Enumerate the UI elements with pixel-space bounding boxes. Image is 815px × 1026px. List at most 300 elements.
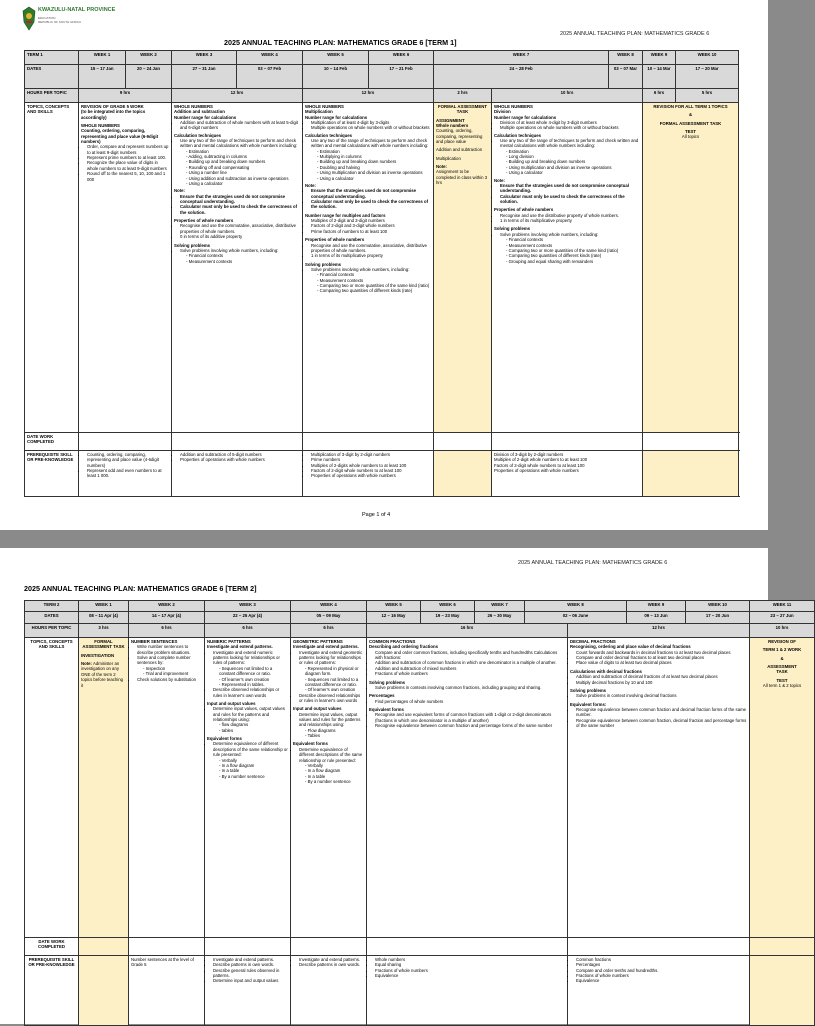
list-item: • Investigate and extend patterns.	[299, 957, 364, 962]
list-item: • Recognise and use equivalent forms of common fractions with 1-digit or 2-digit denominators (fractions in which one denominator is a multiple of another)	[375, 712, 565, 723]
date-cell: 27 – 31 Jan	[172, 64, 237, 88]
week-header: WEEK 5	[367, 601, 421, 612]
topic-formal-assessment	[434, 102, 492, 432]
list-item: - Doubling and halving	[317, 165, 431, 170]
date-done-cell[interactable]	[172, 432, 303, 450]
date-cell: 10 – 14 Mar	[643, 64, 676, 88]
list-item: - Comparing two quantities of different kinds (rate)	[506, 253, 640, 258]
list-item: - Represented in physical or diagram form.	[305, 666, 364, 677]
list-item: • Describe general rules observed in patterns.	[213, 968, 288, 979]
row-label-topics: TOPICS, CONCEPTS AND SKILLS	[25, 638, 79, 938]
week-header: WEEK 10	[676, 51, 739, 65]
list-item: • Equivalence	[576, 978, 747, 983]
date-cell: 17 – 21 Feb	[369, 64, 434, 88]
prereq-cell	[434, 450, 492, 496]
list-item: - Using multiplication and division as inverse operations	[506, 165, 640, 170]
week-header: WEEK 9	[643, 51, 676, 65]
list-item: • Fractions of whole numbers	[576, 973, 747, 978]
province-name: KWAZULU-NATAL PROVINCE	[38, 7, 116, 13]
section-heading: Solving problems	[305, 261, 342, 267]
list-item: - Of learner's own creation	[219, 677, 288, 682]
date-cell: 22 – 25 Apr (4)	[205, 612, 291, 624]
section-heading: Number range for multiples and factors	[305, 212, 386, 218]
list-item: - Trial and improvement	[143, 671, 202, 676]
hours-cell: 9 hrs	[79, 89, 172, 103]
list-item: • Percentages	[576, 962, 747, 967]
list-item: • Whole numbers	[375, 957, 565, 962]
text-line: &	[780, 655, 784, 661]
date-cell: 17 – 20 Jun	[686, 612, 750, 624]
list-item: • Common fractions	[576, 957, 747, 962]
topic-sub: Investigate and extend patterns.	[207, 644, 273, 650]
row-label-hours: HOURS PER TOPIC	[25, 624, 79, 638]
topic-decimal-fractions	[568, 638, 750, 938]
list-item: • Equivalence	[375, 973, 565, 978]
date-cell: 17 – 20 Mar	[676, 64, 739, 88]
section-heading: Percentages	[369, 693, 395, 699]
date-cell: 19 – 23 May	[421, 612, 475, 624]
section-heading: Equivalent forms	[207, 736, 242, 742]
list-item: • Compare and order tenths and hundredths.	[576, 968, 747, 973]
hours-cell: 6 hrs	[129, 624, 205, 638]
list-item: • Use any two of the range of techniques to perform and check written and mental calculations with whole numbers including:	[180, 138, 300, 149]
topic-title: WHOLE NUMBERS	[494, 103, 533, 109]
hours-cell: 6 hrs	[291, 624, 367, 638]
section-heading: Number range for calculations	[174, 114, 237, 120]
note-label: Note:	[174, 188, 185, 194]
list-item: • Describe patterns in own words.	[299, 962, 364, 967]
date-cell: 20 – 24 Jan	[126, 64, 172, 88]
running-title: 2025 ANNUAL TEACHING PLAN: MATHEMATICS GRADE 6	[518, 560, 668, 566]
list-item: • Division of at least whole 4-digit by 3-digit numbers	[500, 120, 640, 125]
section-heading: Properties of whole numbers	[174, 218, 234, 224]
list-item: - Measurement contexts	[506, 243, 640, 248]
text-line: Administer an investigation on any ONE of the term 2 topics before teaching it	[81, 661, 124, 688]
list-item: • Compare and order decimal fractions to at least two decimal places	[576, 655, 747, 660]
date-cell: 09 – 13 Jun	[627, 612, 686, 624]
list-item: - flow diagrams	[219, 722, 288, 727]
date-done-cell[interactable]	[79, 938, 129, 956]
date-cell: 03 – 07 Feb	[237, 64, 303, 88]
list-item: • Determine input and output values	[213, 978, 288, 983]
list-item: - Financial contexts	[186, 253, 300, 258]
row-label-term: TERM 1	[25, 51, 79, 65]
section-heading: Equivalent forms	[369, 706, 404, 712]
list-item: • Multiply decimal fractions by 10 and 100	[576, 680, 747, 685]
week-header: WEEK 9	[627, 601, 686, 612]
list-item: - Estimation	[186, 149, 300, 154]
list-item: • Ensure that the strategies used do not compromise conceptual understanding.	[500, 183, 640, 194]
topic-title: NUMBER SENTENCES	[131, 639, 178, 644]
topic-numeric-patterns	[205, 638, 291, 938]
topic-title: NUMERIC PATTERNS	[207, 639, 251, 644]
date-cell: 05 – 09 May	[291, 612, 367, 624]
list-item: • Factors of 2-digit and 3-digit whole numbers	[311, 223, 431, 228]
crest-icon	[22, 6, 36, 32]
week-header: WEEK 2	[129, 601, 205, 612]
topic-sub: Addition and subtraction	[174, 109, 225, 115]
text-line: FORMAL ASSESSMENT TASK	[659, 120, 722, 126]
list-item: - Long division	[506, 154, 640, 159]
text-line: &	[688, 112, 693, 118]
topic-revision-grade5	[79, 102, 172, 432]
list-item: • Recognize the place value of digits in whole numbers to at least 9-digit numbers	[87, 160, 169, 171]
row-label-hours: HOURS PER TOPIC	[25, 89, 79, 103]
list-item: - Building up and breaking down numbers	[506, 159, 640, 164]
date-cell: 02 – 06 June	[525, 612, 627, 624]
list-item: • Check solutions by substitution	[137, 677, 202, 682]
list-item: • Recognise and use the distributive property of whole numbers.	[500, 213, 640, 218]
topic-addition-subtraction	[172, 102, 303, 432]
date-done-cell[interactable]	[291, 938, 367, 956]
term2-plan-table	[24, 600, 815, 1026]
term2-title: 2025 ANNUAL TEACHING PLAN: MATHEMATICS GRADE 6 [TERM 2]	[24, 584, 257, 593]
list-item: - Flow diagrams	[305, 728, 364, 733]
text-line: TERM 1 & 2 WORK	[762, 647, 802, 653]
topic-investigation	[79, 638, 129, 938]
list-item: • Recognise equivalence between common fraction and decimal fraction forms of the same number.	[576, 707, 747, 718]
bullet-list	[81, 144, 169, 182]
page-number: Page 1 of 4	[362, 512, 391, 518]
week-header: WEEK 6	[421, 601, 475, 612]
list-item: - Building up and breaking down numbers	[186, 159, 300, 164]
list-item: - Comparing two or more quantities of the same kind (ratio)	[506, 248, 640, 253]
list-item: • Solve problems in context involving decimal fractions	[576, 693, 747, 698]
list-item: - Estimation	[317, 149, 431, 154]
date-done-cell[interactable]	[367, 938, 568, 956]
date-cell: 24 – 28 Feb	[434, 64, 609, 88]
hours-cell: 12 hrs	[172, 89, 303, 103]
prereq-cell	[568, 956, 750, 1026]
section-heading: Input and output values	[207, 700, 256, 706]
list-item: - Using a calculator	[317, 176, 431, 181]
list-item: • Recognise and use the commutative, associative, distributive properties of whole numbers.	[311, 243, 431, 254]
list-item: - Comparing two or more quantities of the same kind (ratio)	[317, 283, 431, 288]
hours-cell: 2 hrs	[434, 89, 492, 103]
week-header: WEEK 4	[237, 51, 303, 65]
list-item: - Verbally	[219, 758, 288, 763]
list-item: • 0 in terms of its additive property	[180, 234, 300, 239]
hours-cell: 6 hrs	[643, 89, 676, 103]
prereq-cell	[643, 450, 739, 496]
text-line: Properties of operations with whole numbers	[494, 467, 579, 473]
week-header: WEEK 3	[205, 601, 291, 612]
list-item: • 1 in terms of its multiplicative property	[311, 253, 431, 258]
text-line: Addition and subtraction	[436, 147, 483, 153]
list-item: - In a table	[219, 768, 288, 773]
list-item: • Fractions of whole numbers	[375, 968, 565, 973]
page-1	[0, 0, 768, 530]
text-line: TEST	[776, 677, 788, 683]
list-item: - Tables	[305, 733, 364, 738]
list-item: • Write number sentences to describe problem situations.	[137, 644, 202, 655]
list-item: - By a number sentence	[305, 779, 364, 784]
list-item: • Multiplication of at least 4-digit by 3-digits	[311, 120, 431, 125]
section-heading: Calculations with decimal fractions	[570, 668, 642, 674]
list-item: • Addition and subtraction of common fractions in which one denominator is a multiple of another.	[375, 660, 565, 665]
topic-multiplication	[303, 102, 434, 432]
list-item: - Using a calculator	[186, 181, 300, 186]
topic-sub: Recognising, ordering and place value of decimal fractions	[570, 644, 691, 650]
row-label-prereq: PREREQUISITE SKILL OR PRE-KNOWLEDGE	[25, 450, 79, 496]
date-cell: 10 – 14 Feb	[303, 64, 369, 88]
topic-revision-term1-2	[750, 638, 815, 938]
date-cell: 15 – 17 Jan	[79, 64, 126, 88]
text-line: ASSESSMENT	[767, 664, 797, 670]
list-item: • Addition and subtraction of mixed numbers	[375, 666, 565, 671]
topic-number-sentences	[129, 638, 205, 938]
list-item: - Financial contexts	[317, 272, 431, 277]
text-line: Counting, ordering, comparing, representing and place value	[436, 128, 483, 145]
list-item: - Using a calculator	[506, 170, 640, 175]
list-item: • Place value of digits to at least two decimal places	[576, 660, 747, 665]
prereq-cell	[291, 956, 367, 1026]
list-item: - Represented in tables.	[219, 682, 288, 687]
list-item: • Determine input values, output values and rules for the patterns and relationships using:	[299, 712, 364, 728]
text-line: TASK	[776, 669, 788, 675]
text-line: TEST	[685, 128, 696, 134]
topic-title: FORMAL ASSESSMENT TASK	[438, 103, 487, 115]
section-heading: Solving problems	[494, 226, 531, 232]
week-header: WEEK 1	[79, 51, 126, 65]
list-item: • Solve and complete number sentences by:	[137, 655, 202, 666]
prereq-cell	[367, 956, 568, 1026]
date-done-cell[interactable]	[434, 432, 492, 450]
list-item: • Represent prime numbers to at least 100.	[87, 155, 169, 160]
note-label: Note:	[494, 177, 505, 183]
list-item: • Determine input values, output values and rules for the patterns and relationships using:	[213, 706, 288, 722]
topic-note: (to be integrated into the topics accordingly)	[81, 109, 146, 120]
list-item: • Investigate and extend patterns.	[213, 957, 288, 962]
topic-title: WHOLE NUMBERS	[174, 103, 213, 109]
row-label-prereq: PREREQUISITE SKILL OR PRE-KNOWLEDGE	[25, 956, 79, 1026]
list-item: • Recognise equivalence between common fraction, decimal fraction and percentage forms of the same number	[576, 718, 747, 729]
list-item: - Measurement contexts	[317, 278, 431, 283]
list-item: • Describe observed relationships or rules in learner's own words	[299, 693, 364, 704]
list-item: - Sequences not limited to a constant difference or ratio.	[305, 677, 364, 688]
list-item: • Describe observed relationships or rules in learner's own words	[213, 687, 288, 698]
date-cell: 03 – 07 Mar	[609, 64, 643, 88]
week-header: WEEK 2	[126, 51, 172, 65]
date-done-cell[interactable]	[492, 432, 643, 450]
list-item: • Calculator must only be used to check the correctness of the solution.	[311, 199, 431, 210]
week-header: WEEK 4	[291, 601, 367, 612]
text-line: Division of 3-digit by 2-digit numbers	[494, 451, 564, 457]
list-item: • Calculator must only be used to check the correctness of the solution.	[180, 204, 300, 215]
list-item: • Solve problems in contexts involving common fractions, including grouping and sharing.	[375, 685, 565, 690]
page-2	[0, 548, 802, 1024]
note-label: Note:	[436, 164, 447, 170]
running-title: 2025 ANNUAL TEACHING PLAN: MATHEMATICS GRADE 6	[560, 31, 710, 37]
list-item: • Compare and order common fractions, including specifically tenths and hundredths Calculations with fractions:	[375, 650, 565, 661]
week-header: WEEK 3	[172, 51, 237, 65]
topic-sub: WHOLE NUMBERS	[81, 122, 120, 128]
text-line: Assignment to be completed in class within 3 hrs	[436, 169, 488, 186]
list-item: - Financial contexts	[506, 237, 640, 242]
list-item: • Counting, ordering, comparing, representing and place value (4-6digit numbers)	[87, 452, 169, 468]
prereq-cell	[172, 450, 303, 496]
date-done-cell[interactable]	[79, 432, 172, 450]
term1-plan-table	[24, 50, 739, 497]
text-line: Factors of 2-digit whole numbers to at least 100	[494, 462, 585, 468]
week-header: WEEK 11	[750, 601, 815, 612]
section-heading: Properties of whole numbers	[494, 207, 554, 213]
text-line: REVISION OF	[768, 639, 796, 644]
list-item: - Using a number line	[186, 170, 300, 175]
list-item: • Order, compare and represent numbers up to at least 9-digit numbers	[87, 144, 169, 155]
list-item: - In a table	[305, 774, 364, 779]
list-item: • Use any two of the range of techniques to perform and check written and mental calculations with whole numbers including:	[311, 138, 431, 149]
topic-title: REVISION OF GRADE 5 WORK	[81, 103, 144, 109]
row-label-date-done: DATE WORK COMPLETED	[25, 432, 79, 450]
list-item: • Equal sharing	[375, 962, 565, 967]
section-heading: Calculation techniques	[305, 132, 353, 138]
list-item: • Round off to the nearest 5, 10, 100 and 1 000	[87, 171, 169, 182]
list-item: • Recognise equivalence between common fraction and percentage forms of the same number	[375, 723, 565, 728]
list-item: - Adding, subtracting in columns	[186, 154, 300, 159]
row-label-dates: DATES	[25, 64, 79, 88]
section-heading: Equivalent forms:	[570, 701, 607, 707]
date-done-cell[interactable]	[129, 938, 205, 956]
section-heading: Properties of whole numbers	[305, 237, 365, 243]
week-header: WEEK 8	[609, 51, 643, 65]
list-item: • Multiple operations on whole numbers with or without brackets	[311, 125, 431, 130]
list-item: • Ensure that the strategies used do not compromise conceptual understanding.	[180, 194, 300, 205]
week-header: WEEK 10	[686, 601, 750, 612]
section-heading: Number range for calculations	[494, 114, 557, 120]
list-item: - Building up and breaking down numbers	[317, 159, 431, 164]
prereq-cell	[79, 956, 129, 1026]
topic-sub: INVESTIGATION	[81, 652, 115, 658]
list-item: • Solve problems involving whole numbers, including:	[180, 248, 300, 253]
text-line: Whole numbers	[436, 122, 469, 128]
topic-title: GEOMETRIC PATTERNS	[293, 639, 343, 644]
dept-line2: REPUBLIC OF SOUTH AFRICA	[38, 20, 82, 24]
list-item: • Describe patterns in own words.	[213, 962, 288, 967]
topic-geometric-patterns	[291, 638, 367, 938]
list-item: • Properties of operations with whole numbers	[311, 473, 431, 478]
list-item: • Determine equivalence of different descriptions of the same relationship or rule presented:	[299, 747, 364, 763]
list-item: • Addition and subtraction of whole numbers with at least 5-digit and 6-digit numbers	[180, 120, 300, 131]
text-line: All term 1 & 2 topics	[762, 683, 802, 689]
hours-cell: 5 hrs	[676, 89, 739, 103]
note-label: Note:	[81, 661, 92, 667]
topic-title: WHOLE NUMBERS	[305, 103, 344, 109]
list-item: - Using addition and subtraction as inverse operations	[186, 176, 300, 181]
list-item: • Ensure that the strategies used do not compromise conceptual understanding.	[311, 188, 431, 199]
list-item: • Count forwards and backwards in decimal fractions to at least two decimal places	[576, 650, 747, 655]
list-item: • Fractions of whole numbers	[375, 671, 565, 676]
list-item: • Multiples of 2-digits whole numbers to at least 100	[311, 463, 431, 468]
section-heading: Input and output values	[293, 706, 342, 712]
list-item: • Addition and subtraction of decimal fractions of at least two decimal places	[576, 674, 747, 679]
date-done-cell[interactable]	[750, 938, 815, 956]
list-item: - tables	[219, 728, 288, 733]
section-heading: Solving problems	[174, 242, 211, 248]
list-item: • Investigate and extend numeric patterns looking for relationships or rules of patterns:	[213, 650, 288, 666]
row-label-date-done: DATE WORK COMPLETED	[25, 938, 79, 956]
list-item: • Use any two of the range of techniques to perform and check written and mental calculations with whole numbers including:	[500, 138, 640, 149]
topic-sub: Multiplication	[305, 109, 333, 115]
date-done-cell[interactable]	[568, 938, 750, 956]
list-item: • Determine equivalence of different descriptions of the same relationship or rule presented:	[213, 741, 288, 757]
text-line: REVISION FOR ALL TERM 1 TOPICS	[653, 103, 728, 109]
prereq-cell	[303, 450, 434, 496]
list-item: • Properties of operations with whole numbers	[180, 457, 300, 462]
list-item: • Investigate and extend geometric patterns looking for relationships or rules of patterns:	[299, 650, 364, 666]
date-done-cell[interactable]	[303, 432, 434, 450]
topic-sub: Describing and ordering fractions	[369, 644, 438, 650]
topic-sub: Investigate and extend patterns.	[293, 644, 359, 650]
list-item: - In a flow diagram	[219, 763, 288, 768]
list-item: - Sequences not limited to a constant difference or ratio.	[219, 666, 288, 677]
date-done-cell[interactable]	[205, 938, 291, 956]
list-item: • Multiplication of 3-digit by 2-digit numbers	[311, 452, 431, 457]
date-done-cell[interactable]	[643, 432, 739, 450]
list-item: • Prime factors of numbers to at least 100	[311, 229, 431, 234]
list-item: - Comparing two quantities of different kinds (rate)	[317, 288, 431, 293]
hours-cell: 6 hrs	[205, 624, 291, 638]
list-item: • Represent odd and even numbers to at least 1 000.	[87, 468, 169, 479]
list-item: • Addition and subtraction of 5-digit numbers	[180, 452, 300, 457]
list-item: • Multiple operations on whole numbers with or without brackets	[500, 125, 640, 130]
hours-cell: 12 hrs	[303, 89, 434, 103]
province-logo	[22, 4, 147, 34]
prereq-cell	[750, 956, 815, 1026]
section-heading: Solving problems	[570, 687, 607, 693]
list-item: - Rounding off and compensating	[186, 165, 300, 170]
hours-cell: 16 hrs	[367, 624, 568, 638]
date-cell: 08 – 11 Apr (4)	[79, 612, 129, 624]
topic-sub: ASSIGNMENT	[436, 117, 465, 123]
prereq-cell	[205, 956, 291, 1026]
prereq-cell	[492, 450, 643, 496]
text-line: Multiples of 2-digit whole numbers to at least 100	[494, 457, 588, 463]
date-cell: 14 – 17 Apr (4)	[129, 612, 205, 624]
term1-title: 2025 ANNUAL TEACHING PLAN: MATHEMATICS GRADE 6 [TERM 1]	[224, 38, 457, 47]
topic-common-fractions	[367, 638, 568, 938]
section-heading: Solving problems	[369, 679, 406, 685]
list-item: • Recognise and use the commutative, associative, distributive properties of whole numbers.	[180, 223, 300, 234]
text-line: Multiplication	[436, 155, 461, 161]
date-cell: 23 – 27 Jun	[750, 612, 815, 624]
list-item: • Prime numbers	[311, 457, 431, 462]
list-item: - Using multiplication and division as inverse operations	[317, 170, 431, 175]
section-heading: Calculation techniques	[494, 132, 542, 138]
date-cell: 26 – 30 May	[475, 612, 525, 624]
topic-sub: Division	[494, 109, 511, 115]
prereq-cell	[129, 956, 205, 1026]
prereq-cell	[79, 450, 172, 496]
text-line: Number sentences at the level of Grade 5	[131, 957, 194, 968]
list-item: - Estimation	[506, 149, 640, 154]
week-header: WEEK 1	[79, 601, 129, 612]
list-item: • Solve problems involving whole numbers, including:	[311, 267, 431, 272]
section-heading: Number range for calculations	[305, 114, 368, 120]
row-label-dates: DATES	[25, 612, 79, 624]
list-item: - Of learner's own creation	[305, 687, 364, 692]
list-item: - Measurement contexts	[186, 259, 300, 264]
hours-cell: 10 hrs	[492, 89, 643, 103]
text-line: All topics	[681, 134, 700, 140]
list-item: • Multiples of 2-digit and 3-digit numbers	[311, 218, 431, 223]
list-item: - Multiplying in columns	[317, 154, 431, 159]
hours-cell: 10 hrs	[750, 624, 815, 638]
topic-division	[492, 102, 643, 432]
hours-cell: 3 hrs	[79, 624, 129, 638]
section-heading: Equivalent forms	[293, 741, 328, 747]
list-item: - In a flow diagram	[305, 768, 364, 773]
